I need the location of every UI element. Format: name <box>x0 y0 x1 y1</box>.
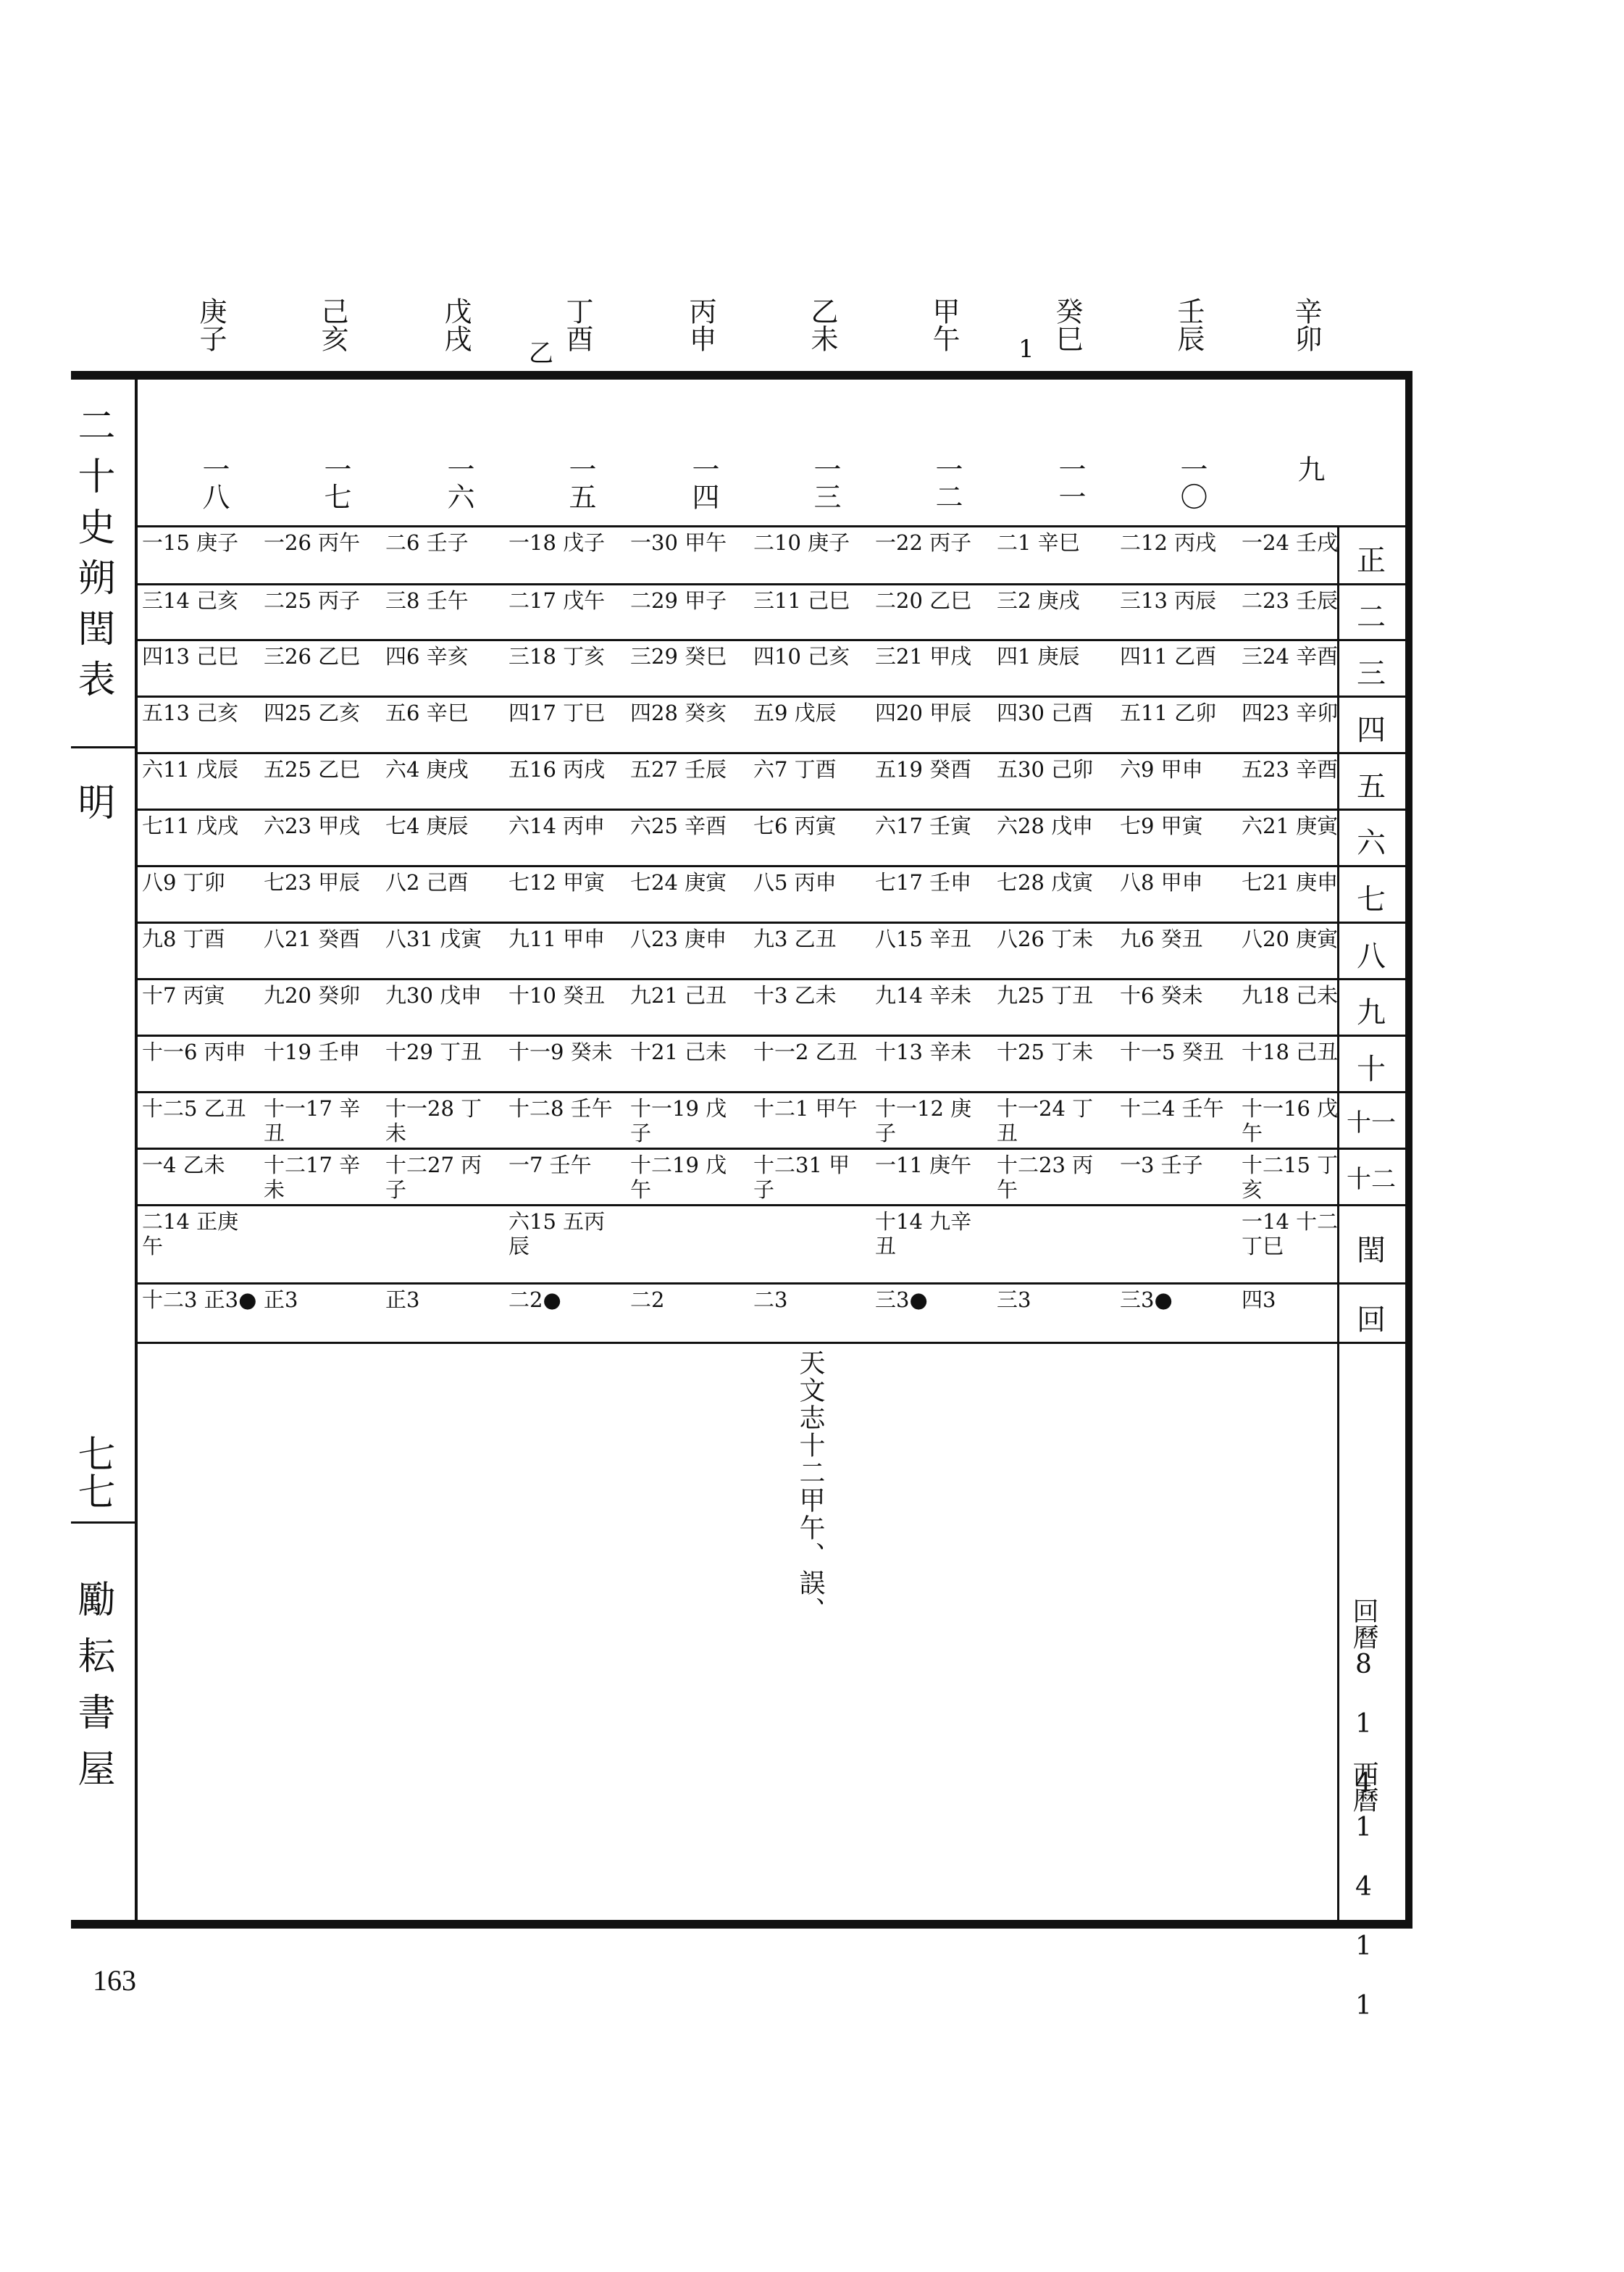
month-cell: 五9 戊辰 <box>753 701 837 725</box>
month-cell: 七23 甲辰 <box>264 870 361 895</box>
month-cell: 三8 壬午 <box>385 588 469 613</box>
month-cell: 十二4 壬午 <box>1120 1096 1224 1121</box>
month-cell: 八21 癸酉 <box>264 927 361 951</box>
month-cell: 十二19 戊午 <box>630 1153 727 1202</box>
month-label: 六 <box>1357 827 1386 860</box>
month-cell: 一22 丙子 <box>875 530 972 555</box>
month-cell: 七11 戊戌 <box>142 814 239 838</box>
month-cell: 五23 辛酉 <box>1242 757 1339 782</box>
publisher-name: 勵耘書屋 <box>71 1579 114 1805</box>
reign-year-7: 一二 <box>931 455 963 510</box>
month-cell: 九20 癸卯 <box>264 983 361 1008</box>
reign-year-2: 一七 <box>319 455 351 510</box>
month-cell: 九18 己未 <box>1242 983 1339 1008</box>
month-cell: 六4 庚戌 <box>385 757 469 782</box>
month-cell: 九25 丁丑 <box>997 983 1094 1008</box>
month-cell: 一15 庚子 <box>142 530 239 555</box>
month-label: 五 <box>1357 770 1386 803</box>
month-label: 九 <box>1357 996 1386 1030</box>
book-title: 二十史朔閏表 <box>71 406 114 710</box>
month-cell: 四6 辛亥 <box>385 644 469 669</box>
month-cell: 七12 甲寅 <box>508 870 606 895</box>
month-cell: 十13 辛未 <box>875 1040 972 1064</box>
dynasty-label: 明 <box>71 782 114 820</box>
month-cell: 四25 乙亥 <box>264 701 361 725</box>
month-cell: 正3 <box>264 1287 298 1312</box>
month-cell: 三2 庚戌 <box>997 588 1080 613</box>
month-cell: 正3 <box>385 1287 420 1312</box>
month-cell: 四13 己巳 <box>142 644 239 669</box>
month-cell: 十二27 丙子 <box>385 1153 482 1202</box>
month-label: 二 <box>1357 601 1386 634</box>
month-label: 正 <box>1357 544 1386 577</box>
month-cell: 二23 壬辰 <box>1242 588 1339 613</box>
month-cell: 三24 辛酉 <box>1242 644 1339 669</box>
month-cell: 十18 己丑 <box>1242 1040 1339 1064</box>
month-cell: 五25 乙巳 <box>264 757 361 782</box>
month-cell: 三26 乙巳 <box>264 644 361 669</box>
month-cell: 一3 壬子 <box>1120 1153 1203 1177</box>
month-cell: 六15 五丙辰 <box>508 1209 606 1258</box>
month-cell: 九3 乙丑 <box>753 927 837 951</box>
month-cell: 九8 丁酉 <box>142 927 225 951</box>
cyclical-year-5: 丙申 <box>685 297 716 352</box>
month-cell: 四17 丁巳 <box>508 701 606 725</box>
month-cell: 三13 丙辰 <box>1120 588 1217 613</box>
cyclical-year-8: 癸巳 <box>1051 297 1083 352</box>
month-cell: 九21 己丑 <box>630 983 727 1008</box>
month-cell: 一24 壬戌 <box>1242 530 1339 555</box>
cyclical-year-7: 甲午 <box>928 297 960 352</box>
month-cell: 五27 壬辰 <box>630 757 727 782</box>
cyclical-year-2: 己亥 <box>317 297 348 352</box>
month-cell: 十二1 甲午 <box>753 1096 858 1121</box>
western-calendar-note: 西曆1 4 1 1 <box>1349 1761 1378 2021</box>
cyclical-year-4: 丁酉 <box>561 297 593 352</box>
month-cell: 十29 丁丑 <box>385 1040 482 1064</box>
month-cell: 八9 丁卯 <box>142 870 225 895</box>
month-cell: 十二5 乙丑 <box>142 1096 246 1121</box>
month-cell: 七17 壬申 <box>875 870 972 895</box>
islamic-calendar-note: 回曆8 1 4 <box>1349 1598 1378 1798</box>
month-cell: 四11 乙酉 <box>1120 644 1217 669</box>
month-cell: 八23 庚申 <box>630 927 727 951</box>
month-cell: 六23 甲戌 <box>264 814 361 838</box>
month-cell: 六21 庚寅 <box>1242 814 1339 838</box>
month-cell: 八20 庚寅 <box>1242 927 1339 951</box>
month-cell: 一14 十二丁巳 <box>1242 1209 1339 1258</box>
month-cell: 七9 甲寅 <box>1120 814 1203 838</box>
month-cell: 十7 丙寅 <box>142 983 225 1008</box>
month-cell: 一26 丙午 <box>264 530 361 555</box>
month-cell: 十一2 乙丑 <box>753 1040 858 1064</box>
month-cell: 八26 丁未 <box>997 927 1094 951</box>
month-label: 十 <box>1357 1053 1386 1086</box>
month-cell: 一7 壬午 <box>508 1153 592 1177</box>
month-cell: 十二17 辛未 <box>264 1153 361 1202</box>
month-cell: 十一9 癸未 <box>508 1040 613 1064</box>
reign-year-10: 九 <box>1293 455 1325 483</box>
month-cell: 十一5 癸丑 <box>1120 1040 1224 1064</box>
month-cell: 八15 辛丑 <box>875 927 972 951</box>
month-cell: 九6 癸丑 <box>1120 927 1203 951</box>
month-cell: 五30 己卯 <box>997 757 1094 782</box>
month-cell: 三3● <box>875 1287 928 1312</box>
reign-year-3: 一六 <box>443 455 474 510</box>
month-cell: 五6 辛巳 <box>385 701 469 725</box>
month-cell: 四30 己酉 <box>997 701 1094 725</box>
month-cell: 四3 <box>1242 1287 1276 1312</box>
month-cell: 八31 戊寅 <box>385 927 482 951</box>
month-cell: 十21 己未 <box>630 1040 727 1064</box>
month-cell: 十3 乙未 <box>753 983 837 1008</box>
month-cell: 五13 己亥 <box>142 701 239 725</box>
month-label-hui: 回 <box>1357 1303 1386 1337</box>
month-cell: 十二3 正3● <box>142 1287 257 1312</box>
month-cell: 二3 <box>753 1287 788 1312</box>
reign-year-9: 一〇 <box>1176 455 1207 510</box>
reign-year-8: 一一 <box>1054 455 1086 510</box>
month-cell: 一30 甲午 <box>630 530 727 555</box>
month-cell: 九14 辛未 <box>875 983 972 1008</box>
month-label: 四 <box>1357 714 1386 747</box>
month-cell: 一11 庚午 <box>875 1153 972 1177</box>
month-cell: 二2● <box>508 1287 561 1312</box>
month-cell: 七6 丙寅 <box>753 814 837 838</box>
month-label: 八 <box>1357 940 1386 973</box>
month-cell: 二29 甲子 <box>630 588 727 613</box>
month-label-leap: 閏 <box>1357 1234 1386 1267</box>
month-cell: 十19 壬申 <box>264 1040 361 1064</box>
month-cell: 五11 乙卯 <box>1120 701 1217 725</box>
cyclical-extra-mark-2: 1 <box>1018 335 1034 364</box>
month-cell: 六7 丁酉 <box>753 757 837 782</box>
month-cell: 五16 丙戌 <box>508 757 606 782</box>
month-cell: 九11 甲申 <box>508 927 606 951</box>
month-cell: 三3● <box>1120 1287 1173 1312</box>
month-cell: 四1 庚辰 <box>997 644 1080 669</box>
month-cell: 十一24 丁丑 <box>997 1096 1094 1145</box>
cyclical-year-3: 戊戌 <box>440 297 472 352</box>
reign-year-4: 一五 <box>564 455 596 510</box>
month-cell: 二2 <box>630 1287 665 1312</box>
month-label: 七 <box>1357 883 1386 916</box>
month-cell: 二17 戊午 <box>508 588 606 613</box>
month-cell: 三21 甲戌 <box>875 644 972 669</box>
month-cell: 二10 庚子 <box>753 530 850 555</box>
month-cell: 十25 丁未 <box>997 1040 1094 1064</box>
reign-year-1: 一八 <box>198 455 230 510</box>
month-cell: 五19 癸酉 <box>875 757 972 782</box>
page-number: 163 <box>93 1964 136 1997</box>
month-cell: 三3 <box>997 1287 1031 1312</box>
month-cell: 二12 丙戌 <box>1120 530 1217 555</box>
cyclical-year-6: 乙未 <box>806 297 838 352</box>
month-cell: 二25 丙子 <box>264 588 361 613</box>
month-cell: 一4 乙未 <box>142 1153 225 1177</box>
astronomy-note: 天文志十二甲午、誤、 <box>795 1349 825 1624</box>
reign-year-5: 一四 <box>687 455 719 510</box>
month-cell: 七21 庚申 <box>1242 870 1339 895</box>
month-cell: 三18 丁亥 <box>508 644 606 669</box>
month-cell: 三14 己亥 <box>142 588 239 613</box>
month-label: 十二 <box>1347 1165 1396 1194</box>
month-cell: 十一6 丙申 <box>142 1040 246 1064</box>
month-cell: 十一17 辛丑 <box>264 1096 361 1145</box>
month-cell: 六11 戊辰 <box>142 757 239 782</box>
month-cell: 三29 癸巳 <box>630 644 727 669</box>
month-cell: 六14 丙申 <box>508 814 606 838</box>
month-label: 三 <box>1357 657 1386 690</box>
cyclical-year-1: 庚子 <box>195 297 227 352</box>
month-cell: 六28 戊申 <box>997 814 1094 838</box>
cyclical-year-9: 壬辰 <box>1173 297 1205 352</box>
reign-year-6: 一三 <box>809 455 841 510</box>
folio-number: 七七 <box>71 1434 114 1510</box>
month-cell: 八5 丙申 <box>753 870 837 895</box>
month-cell: 十二8 壬午 <box>508 1096 613 1121</box>
month-cell: 四23 辛卯 <box>1242 701 1339 725</box>
month-cell: 六17 壬寅 <box>875 814 972 838</box>
month-cell: 十一28 丁未 <box>385 1096 482 1145</box>
month-cell: 二1 辛巳 <box>997 530 1080 555</box>
month-cell: 八8 甲申 <box>1120 870 1203 895</box>
month-label: 十一 <box>1347 1108 1396 1137</box>
month-cell: 十一19 戊子 <box>630 1096 727 1145</box>
month-cell: 三11 己巳 <box>753 588 850 613</box>
month-cell: 七4 庚辰 <box>385 814 469 838</box>
month-cell: 二14 正庚午 <box>142 1209 239 1258</box>
month-cell: 一18 戊子 <box>508 530 606 555</box>
cyclical-extra-mark: 乙 <box>529 339 553 368</box>
month-cell: 十二15 丁亥 <box>1242 1153 1339 1202</box>
month-cell: 六9 甲申 <box>1120 757 1203 782</box>
month-cell: 四28 癸亥 <box>630 701 727 725</box>
month-cell: 四20 甲辰 <box>875 701 972 725</box>
month-cell: 九30 戊申 <box>385 983 482 1008</box>
month-cell: 十10 癸丑 <box>508 983 606 1008</box>
month-cell: 七28 戊寅 <box>997 870 1094 895</box>
month-cell: 六25 辛酉 <box>630 814 727 838</box>
cyclical-year-10: 辛卯 <box>1290 297 1322 352</box>
month-cell: 十一16 戊午 <box>1242 1096 1339 1145</box>
month-cell: 二6 壬子 <box>385 530 469 555</box>
month-cell: 二20 乙巳 <box>875 588 972 613</box>
month-cell: 十一12 庚子 <box>875 1096 972 1145</box>
month-cell: 十14 九辛丑 <box>875 1209 972 1258</box>
month-cell: 八2 己酉 <box>385 870 469 895</box>
month-cell: 七24 庚寅 <box>630 870 727 895</box>
month-cell: 十6 癸未 <box>1120 983 1203 1008</box>
month-cell: 四10 己亥 <box>753 644 850 669</box>
month-cell: 十二23 丙午 <box>997 1153 1094 1202</box>
month-cell: 十二31 甲子 <box>753 1153 850 1202</box>
